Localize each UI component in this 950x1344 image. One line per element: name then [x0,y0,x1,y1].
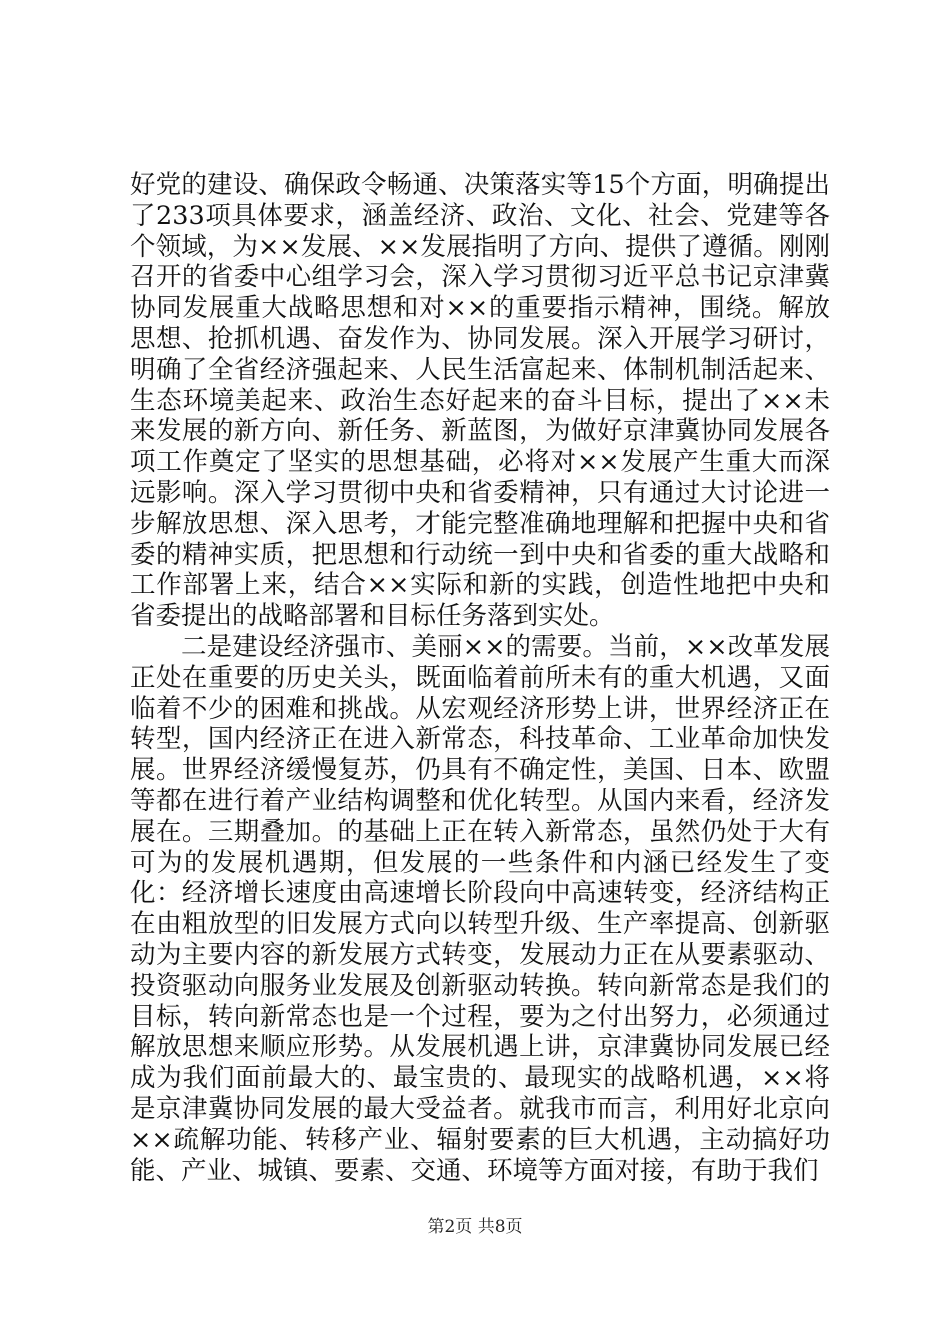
document-body [130,170,830,1186]
paragraph-continued: 好党的建设、确保政令畅通、决策落实等15个方面，明确提出了233项具体要求，涵盖经济、政治、文化、社会、党建等各个领域，为××发展、××发展指明了方向、提供了遵循。刚刚召开的省委中心组学习会，深入学习贯彻习近平总书记京津冀协同发展重大战略思想和对××的重要指示精神，围绕。解放思想、抢抓机遇、奋发作为、协同发展。深入开展学习研讨，明确了全省经济强起来、人民生活富起来、体制机制活起来、生态环境美起来、政治生态好起来的奋斗目标，提出了××未来发展的新方向、新任务、新蓝图，为做好京津冀协同发展各项工作奠定了坚实的思想基础，必将对××发展产生重大而深远影响。深入学习贯彻中央和省委精神，只有通过大讨论进一步解放思想、深入思考，才能完整准确地理解和把握中央和省委的精神实质，把思想和行动统一到中央和省委的重大战略和工作部署上来，结合××实际和新的实践，创造性地把中央和省委提出的战略部署和目标任务落到实处。 [130,170,830,632]
page-number-footer: 第2页 共8页 [427,1217,523,1237]
paragraph-economic-needs: 二是建设经济强市、美丽××的需要。当前，××改革发展正处在重要的历史关头，既面临着前所未有的重大机遇，又面临着不少的困难和挑战。从宏观经济形势上讲，世界经济正在转型，国内经济正在进入新常态，科技革命、工业革命加快发展。世界经济缓慢复苏，仍具有不确定性，美国、日本、欧盟等都在进行着产业结构调整和优化转型。从国内来看，经济发展在。三期叠加。的基础上正在转入新常态，虽然仍处于大有可为的发展机遇期，但发展的一些条件和内涵已经发生了变化：经济增长速度由高速增长阶段向中高速转变，经济结构正在由粗放型的旧发展方式向以转型升级、生产率提高、创新驱动为主要内容的新发展方式转变，发展动力正在从要素驱动、投资驱动向服务业发展及创新驱动转换。转向新常态是我们的目标，转向新常态也是一个过程，要为之付出努力，必须通过解放思想来顺应形势。从发展机遇上讲，京津冀协同发展已经成为我们面前最大的、最宝贵的、最现实的战略机遇，××将是京津冀协同发展的最大受益者。就我市而言，利用好北京向××疏解功能、转移产业、辐射要素的巨大机遇，主动搞好功能、产业、城镇、要素、交通、环境等方面对接，有助于我们 [130,631,830,1186]
